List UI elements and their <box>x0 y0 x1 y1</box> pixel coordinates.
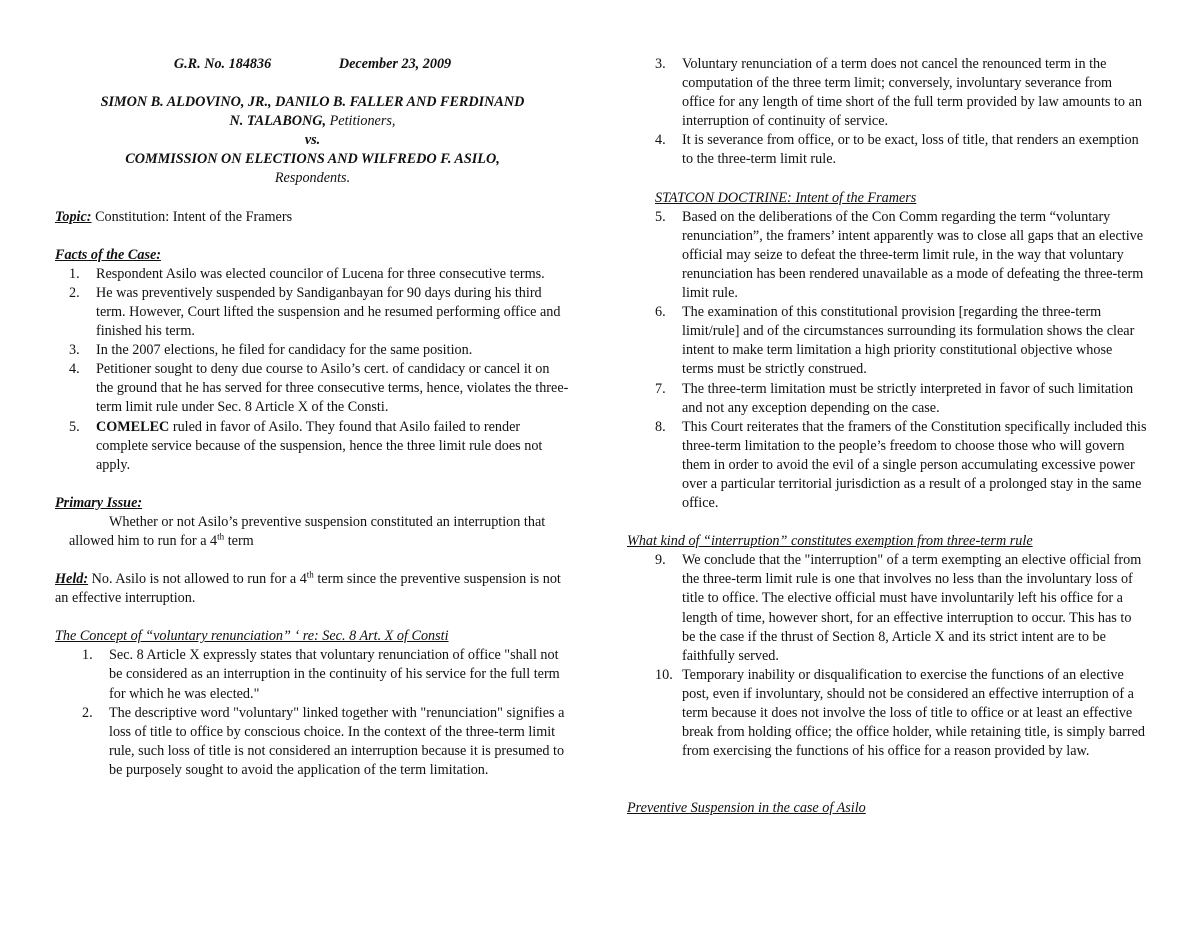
item-text: Voluntary renunciation of a term does not cancel the renounced term in the computation of the three term limit; conversely, involuntary severance from office for any length of time short of the full term provided by law amounts to an interruption of continuity of service. <box>682 56 1142 130</box>
primary-issue-heading: Primary Issue: <box>55 494 143 511</box>
petitioners-names: SIMON B. ALDOVINO, JR., DANILO B. FALLER AND FERDINAND <box>100 94 525 111</box>
list-item <box>69 418 570 475</box>
item-text: We conclude that the "interruption" of a term exempting an elective official from the three-term limit rule is one that involves no less than the involuntary loss of title to office. The elective official must have involuntarily left his office for a length of time, however short, for an effective interruption to occur. This has to be the case if the thrust of Section 8, Article X and its strict intent are to be faithfully served. <box>682 552 1142 664</box>
item-text: The descriptive word "voluntary" linked together with "renunciation" signifies a loss of title to office by conscious choice. In the context of the three-term limit rule, such loss of title is not considered an interruption because it is presumed to be purposely sought to avoid the application of the term limitation. <box>109 704 565 778</box>
item-number: 6. <box>655 304 666 321</box>
issue-text-end: term <box>224 532 254 549</box>
item-number: 3. <box>655 56 666 72</box>
item-text: Petitioner sought to deny due course to Asilo’s cert. of candidacy or cancel it on the ground that he has served for three consecutive terms, hence, violates the three-term limit rule under Sec. 8 Article X of the Consti. <box>96 361 569 416</box>
list-item <box>655 666 1147 761</box>
left-column <box>55 55 570 780</box>
statcon-list <box>627 208 1147 514</box>
interruption-heading: What kind of “interruption” constitutes exemption from three-term rule <box>627 533 1033 550</box>
item-number: 2. <box>82 704 93 721</box>
item-number: 2. <box>69 284 80 301</box>
respondents-role: Respondents. <box>274 170 351 187</box>
item-text: He was preventively suspended by Sandiganbayan for 90 days during his third term. However, Court lifted the suspension and he resumed performing office and finished his term. <box>96 284 561 340</box>
item-text: This Court reiterates that the framers of the Constitution specifically included this three-term limitation to the people’s freedom to choose those who will govern them in order to avoid the evil of a single person accumulating excessive power over a particular territorial jurisdiction as a result of a prolonged stay in the same office. <box>682 418 1147 512</box>
right-column <box>627 55 1147 818</box>
versus: vs. <box>304 132 321 149</box>
voluntary-renunciation-list-continued <box>627 55 1147 170</box>
item-number: 5. <box>655 208 666 225</box>
held <box>55 570 570 608</box>
item-text: Sec. 8 Article X expressly states that voluntary renunciation of office "shall not be considered as an interruption in the continuity of his service for the full term for which he was elected." <box>109 647 560 702</box>
held-text-end: term since the preventive suspension is not an effective interruption. <box>55 571 561 607</box>
item-number: 1. <box>69 265 80 282</box>
petitioners-block <box>55 93 570 131</box>
statcon-heading: STATCON DOCTRINE: Intent of the Framers <box>655 189 917 206</box>
ordinal-suffix: th <box>217 531 225 542</box>
item-number: 9. <box>655 552 666 569</box>
item-text: Respondent Asilo was elected councilor of Lucena for three consecutive terms. <box>96 265 545 282</box>
list-item <box>82 646 570 703</box>
gr-number: G.R. No. 184836 <box>173 56 272 72</box>
list-item <box>655 208 1147 303</box>
held-label: Held: <box>55 571 89 588</box>
item-number: 1. <box>82 647 93 664</box>
item-text: In the 2007 elections, he filed for candidacy for the same position. <box>96 342 473 359</box>
petitioners-names-2: N. TALABONG, <box>229 113 327 130</box>
list-item <box>655 303 1147 379</box>
topic <box>55 208 570 227</box>
list-item <box>69 360 570 417</box>
item-number: 3. <box>69 342 80 359</box>
item-text: It is severance from office, or to be exact, loss of title, that renders an exemption to the three-term limit rule. <box>682 132 1139 168</box>
preventive-suspension-heading: Preventive Suspension in the case of Asilo <box>627 800 866 817</box>
item-text: The examination of this constitutional provision [regarding the three-term limit/rule] and of the circumstances surrounding its formulation shows the clear intent to make term limitation a high priority constitutional objective whose terms must be strictly construed. <box>682 304 1135 378</box>
list-item <box>655 380 1147 418</box>
petitioners-role: Petitioners, <box>326 113 396 130</box>
facts-list <box>55 265 570 475</box>
voluntary-renunciation-heading: The Concept of “voluntary renunciation” ‘ re: Sec. 8 Art. X of Consti <box>55 628 449 645</box>
item-number: 8. <box>655 418 666 435</box>
list-item <box>655 551 1147 666</box>
item-number: 4. <box>69 361 80 378</box>
list-item <box>69 265 570 284</box>
interruption-list <box>627 551 1147 761</box>
issue-text: Whether or not Asilo’s preventive suspension constituted an interruption that allowed him to run for a 4 <box>69 513 546 549</box>
list-item <box>655 131 1147 169</box>
respondents-block <box>55 150 570 188</box>
comelec-label: COMELEC <box>96 418 170 435</box>
item-number: 5. <box>69 418 80 435</box>
facts-heading: Facts of the Case: <box>55 246 162 263</box>
decision-date: December 23, 2009 <box>338 56 452 72</box>
held-text: No. Asilo is not allowed to run for a 4 <box>88 571 307 588</box>
item-text: Temporary inability or disqualification to exercise the functions of an elective post, even if involuntary, should not be considered an effective interruption of a term because it does not involve the loss of title to office or at least an effective break from holding office; the office holder, while retaining title, is simply barred from exercising the functions of his office for a reason provided by law. <box>682 666 1146 760</box>
item-number: 10. <box>655 666 673 683</box>
respondents-names: COMMISSION ON ELECTIONS AND WILFREDO F. ASILO, <box>125 151 500 168</box>
ordinal-suffix: th <box>306 569 314 580</box>
topic-label: Topic: <box>55 208 92 225</box>
item-number: 7. <box>655 380 666 397</box>
list-item <box>655 418 1147 513</box>
item-text: Based on the deliberations of the Con Comm regarding the term “voluntary renunciation”, the framers’ intent apparently was to close all gaps that an elective official may seize to defeat the three-term limit rule, in the way that voluntary renunciation has been rendered unavailable as a mode of defeating the three-term limit rule. <box>682 208 1144 302</box>
item-text: The three-term limitation must be strictly interpreted in favor of such limitation and not any exception depending on the case. <box>682 380 1134 416</box>
case-number-line <box>55 55 570 74</box>
item-text: ruled in favor of Asilo. They found that Asilo failed to render complete service because of the suspension, hence the three limit rule does not apply. <box>96 418 543 473</box>
topic-text: Constitution: Intent of the Framers <box>91 208 293 225</box>
list-item <box>69 341 570 360</box>
list-item <box>82 704 570 780</box>
list-item <box>69 284 570 341</box>
voluntary-renunciation-list <box>55 646 570 780</box>
list-item <box>655 55 1147 131</box>
primary-issue-text <box>55 513 570 551</box>
item-number: 4. <box>655 132 666 149</box>
